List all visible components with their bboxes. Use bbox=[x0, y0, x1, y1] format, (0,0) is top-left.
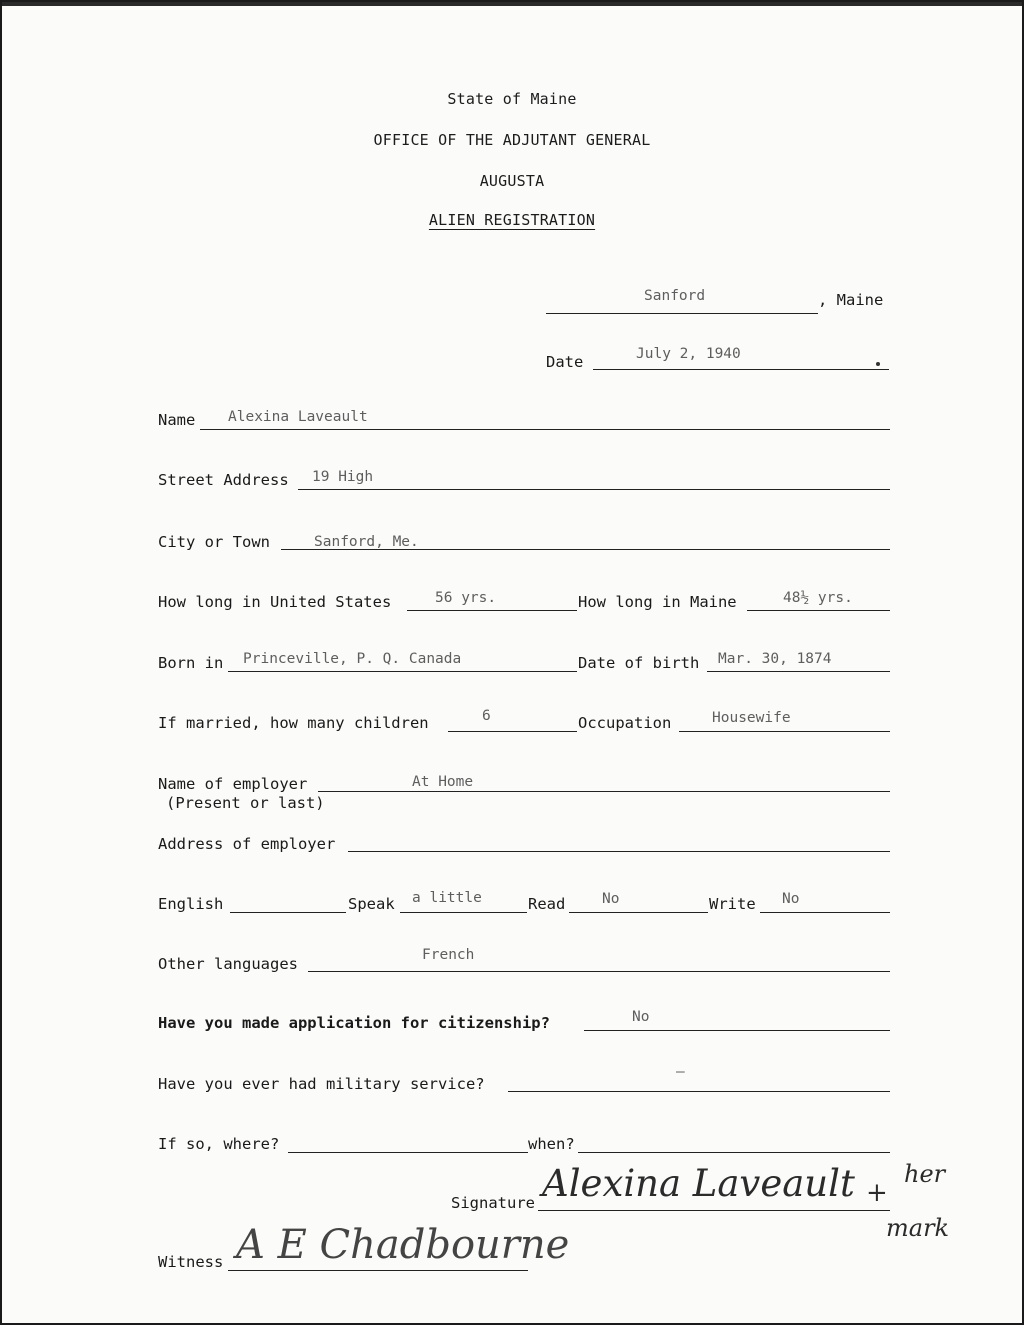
years-maine-value: 48½ yrs. bbox=[783, 590, 853, 606]
other-languages-label: Other languages bbox=[158, 955, 298, 973]
town-value: Sanford bbox=[644, 288, 706, 304]
employer-address-line bbox=[348, 851, 890, 852]
other-languages-value: French bbox=[422, 947, 475, 963]
employer-sublabel: (Present or last) bbox=[166, 794, 325, 812]
name-label: Name bbox=[158, 411, 196, 429]
citizenship-label: Have you made application for citizenship? bbox=[158, 1014, 550, 1032]
write-value: No bbox=[782, 891, 800, 907]
read-label: Read bbox=[528, 895, 566, 913]
state-label: , Maine bbox=[818, 291, 884, 309]
when-label: when? bbox=[528, 1135, 575, 1153]
date-period bbox=[876, 362, 880, 366]
form-title: ALIEN REGISTRATION bbox=[428, 211, 596, 229]
date-label: Date bbox=[546, 353, 584, 371]
signature-handwriting: Alexina Laveault bbox=[542, 1162, 855, 1205]
occupation-value: Housewife bbox=[712, 710, 791, 726]
english-line bbox=[230, 912, 346, 913]
signature-line bbox=[538, 1210, 890, 1211]
date-line bbox=[593, 369, 889, 370]
name-line bbox=[200, 429, 890, 430]
date-value: July 2, 1940 bbox=[636, 346, 741, 362]
header-city: AUGUSTA bbox=[479, 172, 545, 190]
citizenship-line bbox=[584, 1030, 890, 1031]
english-label: English bbox=[158, 895, 224, 913]
signature-x-mark: + bbox=[866, 1178, 888, 1208]
years-us-value: 56 yrs. bbox=[435, 590, 497, 606]
header-state: State of Maine bbox=[447, 90, 577, 108]
city-value: Sanford, Me. bbox=[314, 534, 419, 550]
birth-date-line bbox=[707, 671, 890, 672]
years-us-label: How long in United States bbox=[158, 593, 392, 611]
other-languages-line bbox=[308, 971, 890, 972]
born-in-label: Born in bbox=[158, 654, 224, 672]
birth-date-value: Mar. 30, 1874 bbox=[718, 651, 832, 667]
scan-top-edge bbox=[0, 0, 1024, 6]
where-line bbox=[288, 1152, 528, 1153]
where-label: If so, where? bbox=[158, 1135, 280, 1153]
born-in-line bbox=[228, 671, 577, 672]
employer-label: Name of employer bbox=[158, 775, 308, 793]
citizenship-value: No bbox=[632, 1009, 650, 1025]
speak-label: Speak bbox=[348, 895, 395, 913]
military-line bbox=[508, 1091, 890, 1092]
employer-line bbox=[318, 791, 890, 792]
years-maine-line bbox=[747, 610, 890, 611]
write-line bbox=[760, 912, 890, 913]
employer-value: At Home bbox=[412, 774, 474, 790]
occupation-label: Occupation bbox=[578, 714, 672, 732]
witness-label: Witness bbox=[158, 1253, 224, 1271]
street-label: Street Address bbox=[158, 471, 289, 489]
military-label: Have you ever had military service? bbox=[158, 1075, 485, 1093]
military-value: — bbox=[676, 1064, 685, 1080]
signature-label: Signature bbox=[451, 1194, 535, 1212]
witness-line bbox=[228, 1270, 528, 1271]
children-label: If married, how many children bbox=[158, 714, 429, 732]
children-line bbox=[448, 731, 577, 732]
write-label: Write bbox=[709, 895, 756, 913]
signature-her-note: her bbox=[904, 1160, 946, 1188]
speak-value: a little bbox=[412, 890, 482, 906]
birth-date-label: Date of birth bbox=[578, 654, 700, 672]
read-value: No bbox=[602, 891, 620, 907]
street-value: 19 High bbox=[312, 469, 374, 485]
city-label: City or Town bbox=[158, 533, 270, 551]
employer-address-label: Address of employer bbox=[158, 835, 336, 853]
witness-handwriting: A E Chadbourne bbox=[236, 1222, 570, 1268]
signature-mark-note: mark bbox=[886, 1214, 950, 1242]
name-value: Alexina Laveault bbox=[228, 409, 368, 425]
children-value: 6 bbox=[482, 708, 491, 724]
town-line bbox=[546, 313, 818, 314]
header-office: OFFICE OF THE ADJUTANT GENERAL bbox=[373, 131, 651, 149]
born-in-value: Princeville, P. Q. Canada bbox=[243, 651, 462, 667]
read-line bbox=[569, 912, 708, 913]
speak-line bbox=[400, 912, 527, 913]
years-maine-label: How long in Maine bbox=[578, 593, 737, 611]
occupation-line bbox=[679, 731, 890, 732]
when-line bbox=[578, 1152, 890, 1153]
street-line bbox=[298, 489, 890, 490]
years-us-line bbox=[407, 610, 577, 611]
